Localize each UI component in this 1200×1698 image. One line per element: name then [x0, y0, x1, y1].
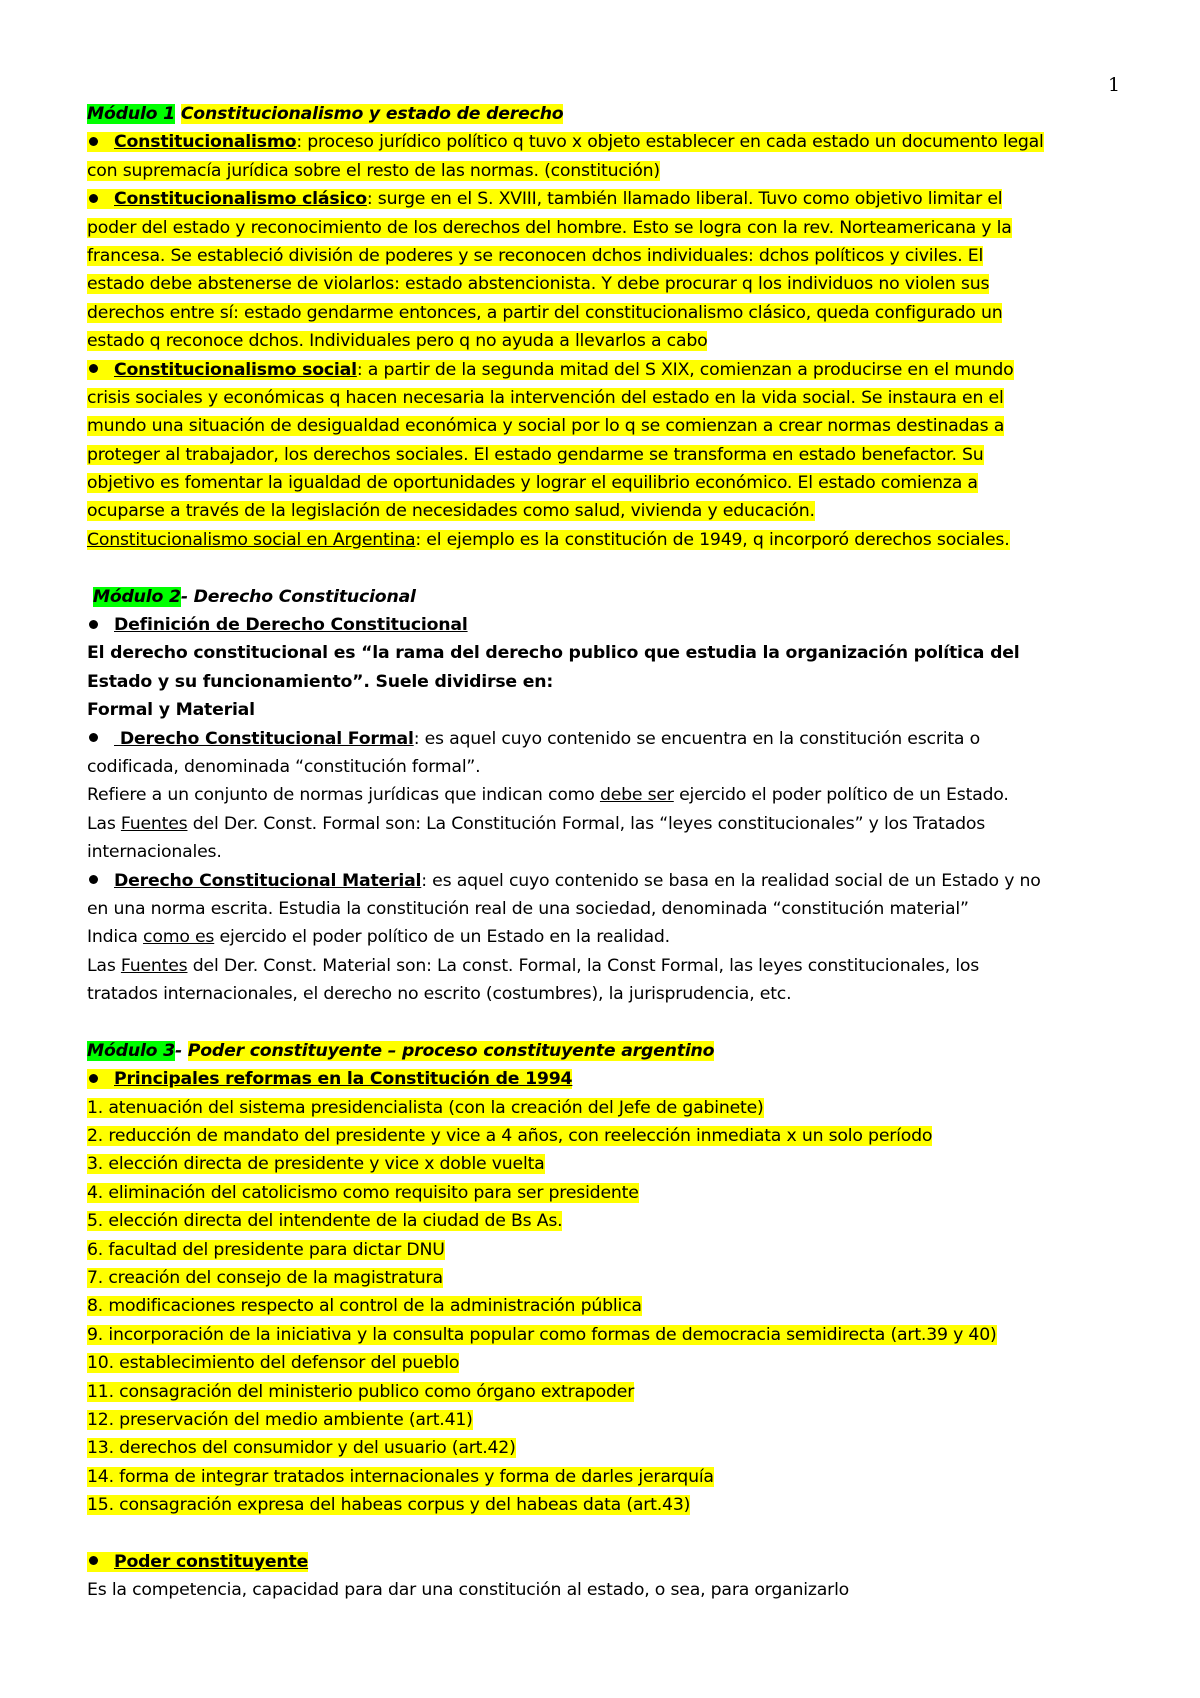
bullet-icon — [89, 364, 98, 373]
list-item: 10. establecimiento del defensor del pueblo — [87, 1353, 460, 1374]
list-item: 3. elección directa de presidente y vice x doble vuelta — [87, 1154, 545, 1175]
constitucionalismo-argentina: Constitucionalismo social en Argentina: el ejemplo es la constitución de 1949, q incorporó derechos sociales. — [87, 529, 1010, 550]
modulo-1-label: Módulo 1 — [87, 104, 175, 124]
reformas-list — [87, 1094, 1127, 1520]
list-item: 15. consagración expresa del habeas corpus y del habeas data (art.43) — [87, 1495, 691, 1516]
modulo-3-label: Módulo 3 — [87, 1040, 175, 1061]
bullet-constitucionalismo: Constitucionalismo: proceso jurídico político q tuvo x objeto establecer en cada estado un documento legal — [87, 128, 1127, 156]
bullet-definicion: Definición de Derecho Constitucional — [87, 611, 1127, 639]
bullet-constitucionalismo-social: Constitucionalismo social: a partir de la segunda mitad del S XIX, comienzan a producirse en el mundo — [87, 356, 1127, 384]
list-item: 2. reducción de mandato del presidente y vice a 4 años, con reelección inmediata x un solo período — [87, 1126, 933, 1147]
document-body — [87, 100, 1127, 1605]
list-item: 14. forma de integrar tratados internacionales y forma de darles jerarquía — [87, 1466, 714, 1487]
page-number: 1 — [1108, 74, 1121, 96]
bullet-derecho-formal: Derecho Constitucional Formal: es aquel cuyo contenido se encuentra en la constitución escrita o — [87, 725, 1127, 753]
list-item: 6. facultad del presidente para dictar DNU — [87, 1239, 445, 1260]
bullet-icon — [89, 1556, 98, 1565]
modulo-3-title: Poder constituyente – proceso constituyente argentino — [187, 1040, 715, 1061]
bullet-icon — [89, 875, 98, 884]
list-item: 9. incorporación de la iniciativa y la consulta popular como formas de democracia semidirecta (art.39 y 40) — [87, 1324, 997, 1345]
modulo-1-heading — [87, 100, 1127, 128]
modulo-2-section: Módulo 2- Derecho Constitucional Definición de Derecho Constitucional El derecho constitucional es “la rama del derecho publico que estudia la organización política del Estado y su funcionamiento”. Suele dividirse en: Formal y Material Derecho Constitucional Formal: es aquel cuyo contenido se encuentra en la constitución escrita o codificada, denominada “constitución formal”. Refiere a un conjunto de normas jurídicas que indican como debe ser ejercido el poder político de un Estado. Las Fuentes del Der. Const. Formal son: La Constitución Formal, las “leyes constitucionales” y los Tratados internacionales. Derecho Constitucional Material: es aquel cuyo contenido se basa en la realidad social de un Estado y no en una norma escrita. Estudia la constitución real de una sociedad, denominada “constitución material” Indica como es ejercido el poder político de un Estado en la realidad. Las Fuentes del Der. Const. Material son: La const. Formal, la Const Formal, las leyes constitucionales, los tratados internacionales, el derecho no escrito (costumbres), la jurisprudencia, etc. — [87, 583, 1127, 1009]
list-item: 1. atenuación del sistema presidencialista (con la creación del Jefe de gabinete) — [87, 1097, 764, 1118]
list-item: 13. derechos del consumidor y del usuario (art.42) — [87, 1438, 516, 1459]
bullet-icon — [89, 194, 98, 203]
modulo-2-title: - Derecho Constitucional — [180, 586, 416, 607]
list-item: 4. eliminación del catolicismo como requisito para ser presidente — [87, 1182, 639, 1203]
bullet-icon — [89, 137, 98, 146]
modulo-2-label: Módulo 2 — [92, 586, 181, 607]
bullet-icon — [89, 1074, 98, 1083]
list-item: 7. creación del consejo de la magistratura — [87, 1268, 443, 1289]
modulo-1-section: Módulo 1 Constitucionalismo y estado de derecho Constitucionalismo: proceso jurídico político q tuvo x objeto establecer en cada estado un documento legal con supremacía jurídica sobre el resto de las normas. (constitución) Constitucionalismo clásico: surge en el S. XVIII, también llamado liberal. Tuvo como objetivo limitar el poder del estado y reconocimiento de los derechos del hombre. Esto se logra con la rev. Norteamericana y la francesa. Se estableció división de poderes y se reconocen dchos individuales: dchos políticos y civiles. El estado debe abstenerse de violarlos: estado abstencionista. Y debe procurar q los individuos no violen sus derechos entre sí: estado gendarme entonces, a partir del constitucionalismo clásico, queda configurado un estado q reconoce dchos. Individuales pero q no ayuda a llevarlos a cabo Constitucionalismo social: a partir de la segunda mitad del S XIX, comienzan a producirse en el mundo crisis sociales y económicas q hacen necesaria la intervención del estado en la vida social. Se instaura en el mundo una situación de desigualdad económica y social por lo q se comienzan a crear normas destinadas a proteger al trabajador, los derechos sociales. El estado gendarme se transforma en estado benefactor. Su objetivo es fomentar la igualdad de oportunidades y lograr el equilibrio económico. El estado comienza a ocuparse a través de la legislación de necesidades como salud, vivienda y educación. Constitucionalismo social en Argentina: el ejemplo es la constitución de 1949, q incorporó derechos sociales. — [87, 100, 1127, 554]
list-item: 5. elección directa del intendente de la ciudad de Bs As. — [87, 1211, 563, 1232]
modulo-3-section — [87, 1037, 1127, 1605]
poder-constituyente-text: Es la competencia, capacidad para dar una constitución al estado, o sea, para organizarlo — [87, 1580, 850, 1601]
modulo-3-heading: Módulo 3- Poder constituyente – proceso constituyente argentino — [87, 1040, 715, 1061]
bullet-reformas: Principales reformas en la Constitución de 1994 — [87, 1065, 1127, 1093]
modulo-2-heading — [87, 583, 1127, 611]
bullet-poder-constituyente: Poder constituyente — [87, 1548, 1127, 1576]
list-item: 12. preservación del medio ambiente (art.41) — [87, 1409, 473, 1430]
modulo-1-title: Constitucionalismo y estado de derecho — [180, 104, 564, 124]
list-item: 8. modificaciones respecto al control de la administración pública — [87, 1296, 642, 1317]
bullet-icon — [89, 733, 98, 742]
bullet-constitucionalismo-clasico: Constitucionalismo clásico: surge en el S. XVIII, también llamado liberal. Tuvo como objetivo limitar el — [87, 185, 1127, 213]
list-item: 11. consagración del ministerio publico como órgano extrapoder — [87, 1381, 635, 1402]
bullet-icon — [89, 620, 98, 629]
bullet-derecho-material: Derecho Constitucional Material: es aquel cuyo contenido se basa en la realidad social de un Estado y no — [87, 867, 1127, 895]
